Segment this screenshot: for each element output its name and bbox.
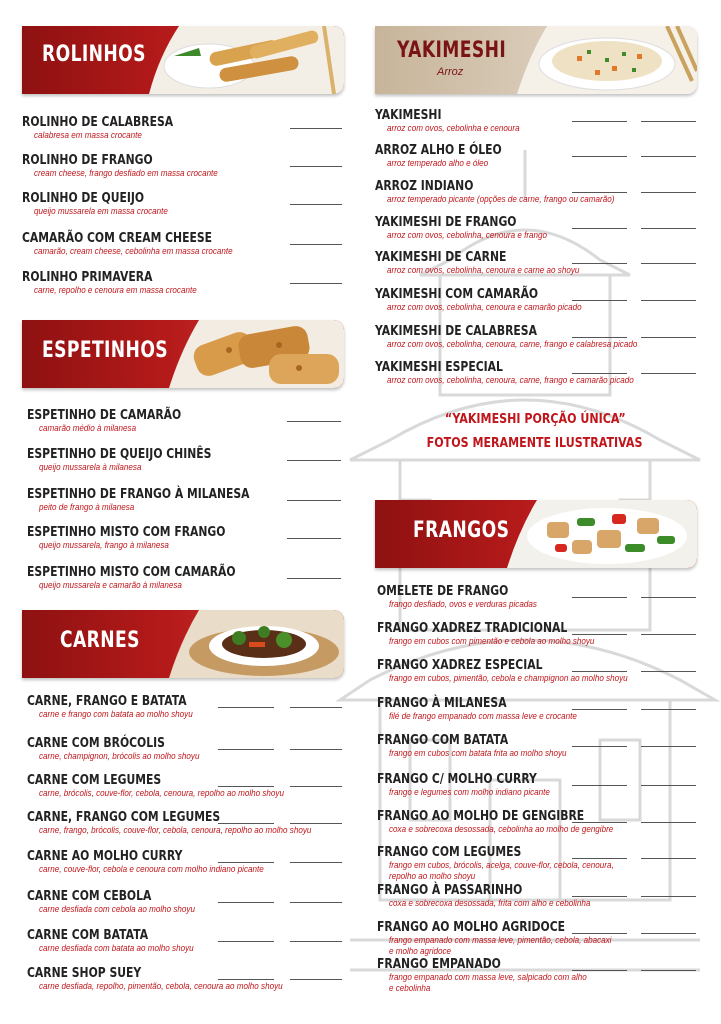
menu-item-name: CARNE COM CEBOLA	[27, 888, 152, 904]
price-blank-line	[641, 896, 696, 897]
price-blank-line	[641, 337, 696, 338]
section-title: FRANGOS	[413, 518, 510, 543]
price-blank-line	[641, 300, 696, 301]
price-blank-line	[572, 373, 627, 374]
menu-item-description: coxa e sobrecoxa desossada, cebolinha ao molho de gengibre	[389, 824, 614, 834]
menu-item	[27, 447, 258, 473]
price-blank-line	[290, 166, 342, 167]
menu-item-description-cont: repolho ao molho shoyu	[389, 871, 476, 881]
menu-item-description-cont: e cebolinha	[389, 983, 431, 993]
menu-item	[375, 108, 538, 134]
section-subtitle: Arroz	[437, 66, 464, 78]
price-blank-line	[572, 858, 627, 859]
menu-item-description-cont: e molho agridoce	[389, 946, 452, 956]
price-blank-line	[572, 263, 627, 264]
menu-item-name: ARROZ INDIANO	[375, 178, 474, 194]
price-blank-line	[287, 421, 341, 422]
menu-item	[27, 487, 305, 513]
price-blank-line	[218, 902, 274, 903]
price-blank-line	[218, 749, 274, 750]
menu-item-description: frango desfiado, ovos e verduras picadas	[389, 599, 537, 609]
spring-rolls-photo	[149, 26, 344, 94]
price-blank-line	[572, 785, 627, 786]
menu-item	[377, 772, 577, 798]
menu-item	[377, 733, 591, 759]
section-title: YAKIMESHI	[397, 38, 507, 63]
price-blank-line	[572, 192, 627, 193]
menu-item	[377, 696, 602, 722]
fried-rice-photo	[517, 26, 697, 94]
price-blank-line	[641, 373, 696, 374]
menu-item-description: camarão, cream cheese, cebolinha em massa crocante	[34, 246, 233, 256]
menu-item-description: peito de frango à milanesa	[39, 502, 135, 512]
menu-item-name: CARNE SHOP SUEY	[27, 965, 142, 981]
menu-item-name: FRANGO À MILANESA	[377, 695, 507, 711]
price-blank-line	[290, 749, 342, 750]
beef-dish-photo	[169, 610, 344, 678]
menu-item-description: arroz com ovos, cebolinha, cenoura, carne, frango e camarão picado	[387, 375, 634, 385]
section-banner-yakimeshi	[375, 26, 697, 94]
price-blank-line	[641, 933, 696, 934]
price-blank-line	[572, 671, 627, 672]
price-blank-line	[290, 707, 342, 708]
menu-item-name: YAKIMESHI DE CALABRESA	[375, 323, 537, 339]
price-blank-line	[572, 634, 627, 635]
price-blank-line	[218, 979, 274, 980]
price-blank-line	[572, 156, 627, 157]
menu-item	[377, 584, 557, 610]
menu-item-description: frango e legumes com molho indiano picante	[389, 787, 550, 797]
menu-item	[22, 270, 219, 296]
menu-item-description: arroz com ovos, cebolinha, cenoura e camarão picado	[387, 302, 582, 312]
menu-item	[27, 525, 275, 551]
menu-item-name: FRANGO AO MOLHO AGRIDOCE	[377, 919, 565, 935]
price-blank-line	[290, 862, 342, 863]
menu-item-description: arroz com ovos, cebolinha, cenoura e carne ao shoyu	[387, 265, 580, 275]
menu-item-name: ESPETINHO DE FRANGO À MILANESA	[27, 486, 250, 502]
notice-text: FOTOS MERAMENTE ILUSTRATIVAS	[427, 435, 643, 451]
menu-item-description: coxa e sobrecoxa desossada, frita com alho e cebolinha	[389, 898, 591, 908]
price-blank-line	[572, 709, 627, 710]
menu-item-description: arroz com ovos, cebolinha, cenoura, carne, frango e calabresa picado	[387, 339, 638, 349]
price-blank-line	[290, 204, 342, 205]
menu-item	[27, 889, 216, 915]
menu-item-description: arroz com ovos, cebolinha e cenoura	[387, 123, 520, 133]
menu-item-description: frango empanado com massa leve, salpicado com alho	[389, 972, 587, 982]
menu-item-name: FRANGO COM LEGUMES	[377, 844, 522, 860]
menu-item-description: frango em cubos, brócolis, acelga, couve-flor, cebola, cenoura,	[389, 860, 614, 870]
menu-item	[377, 957, 614, 994]
menu-item	[375, 250, 606, 276]
price-blank-line	[287, 538, 341, 539]
price-blank-line	[641, 634, 696, 635]
notice-text: “YAKIMESHI PORÇÃO ÚNICA”	[444, 411, 626, 427]
menu-item-name: FRANGO EMPANADO	[377, 956, 501, 972]
menu-item-name: CARNE COM BRÓCOLIS	[27, 735, 165, 751]
menu-item-name: ROLINHO DE CALABRESA	[22, 114, 174, 130]
skewers-photo	[169, 320, 344, 388]
section-banner-carnes	[22, 610, 344, 678]
menu-item-description: frango em cubos, pimentão, cebola e champignon ao molho shoyu	[389, 673, 628, 683]
menu-item-name: YAKIMESHI DE FRANGO	[375, 214, 517, 230]
price-blank-line	[641, 822, 696, 823]
menu-item-description: camarão médio à milanesa	[39, 423, 137, 433]
menu-item-name: ESPETINHO DE CAMARÃO	[27, 407, 182, 423]
menu-item	[27, 736, 221, 762]
menu-item-name: CARNE, FRANGO COM LEGUMES	[27, 809, 221, 825]
menu-item-name: CARNE AO MOLHO CURRY	[27, 848, 183, 864]
menu-item-name: CARNE COM BATATA	[27, 927, 149, 943]
chicken-dish-photo	[507, 500, 697, 568]
menu-item	[27, 408, 220, 434]
menu-item-description: carne desfiada com batata ao molho shoyu	[39, 943, 194, 953]
menu-item-description: arroz temperado picante (opções de carne, frango ou camarão)	[387, 194, 615, 204]
menu-item-name: FRANGO COM BATATA	[377, 732, 509, 748]
menu-item-description: queijo mussarela à milanesa	[39, 462, 142, 472]
menu-item-description: arroz temperado alho e óleo	[387, 158, 489, 168]
price-blank-line	[641, 671, 696, 672]
menu-item-description: calabresa em massa crocante	[34, 130, 142, 140]
price-blank-line	[290, 823, 342, 824]
menu-item-description: arroz com ovos, cebolinha, cenoura e frango	[387, 230, 547, 240]
menu-item	[375, 215, 569, 241]
menu-item	[22, 191, 186, 217]
price-blank-line	[218, 941, 274, 942]
price-blank-line	[572, 228, 627, 229]
price-blank-line	[572, 300, 627, 301]
price-blank-line	[290, 244, 342, 245]
menu-item-name: ARROZ ALHO E ÓLEO	[375, 142, 502, 158]
menu-item-description: frango empanado com massa leve, pimentão, cebola, abacaxi	[389, 935, 612, 945]
price-blank-line	[290, 786, 342, 787]
price-blank-line	[641, 709, 696, 710]
menu-item	[27, 928, 215, 954]
price-blank-line	[641, 858, 696, 859]
section-banner-rolinhos	[22, 26, 344, 94]
price-blank-line	[290, 979, 342, 980]
price-blank-line	[572, 121, 627, 122]
menu-item	[22, 153, 243, 179]
section-title: CARNES	[60, 628, 140, 653]
price-blank-line	[290, 283, 342, 284]
price-blank-line	[641, 156, 696, 157]
price-blank-line	[287, 460, 341, 461]
menu-item	[375, 143, 533, 169]
menu-item	[22, 115, 211, 141]
price-blank-line	[641, 263, 696, 264]
price-blank-line	[218, 786, 274, 787]
price-blank-line	[641, 121, 696, 122]
menu-item	[22, 231, 260, 257]
price-blank-line	[572, 597, 627, 598]
price-blank-line	[572, 337, 627, 338]
menu-item-description: carne, frango, brócolis, couve-flor, cebola, cenoura, repolho ao molho shoyu	[39, 825, 312, 835]
section-banner-frangos	[375, 500, 697, 568]
menu-item-description: filé de frango empanado com massa leve e crocante	[389, 711, 577, 721]
price-blank-line	[641, 192, 696, 193]
menu-item-name: YAKIMESHI	[375, 107, 442, 123]
price-blank-line	[287, 578, 341, 579]
menu-item-description: carne, brócolis, couve-flor, cebola, cenoura, repolho ao molho shoyu	[39, 788, 284, 798]
price-blank-line	[641, 746, 696, 747]
price-blank-line	[572, 746, 627, 747]
menu-item-name: FRANGO À PASSARINHO	[377, 882, 523, 898]
menu-item-description: queijo mussarela, frango à milanesa	[39, 540, 169, 550]
price-blank-line	[290, 941, 342, 942]
menu-item-description: carne, repolho e cenoura em massa crocante	[34, 285, 197, 295]
menu-item-name: CARNE COM LEGUMES	[27, 772, 162, 788]
price-blank-line	[641, 785, 696, 786]
price-blank-line	[572, 822, 627, 823]
menu-item-description: frango em cubos com batata frita ao molho shoyu	[389, 748, 567, 758]
menu-item-name: YAKIMESHI COM CAMARÃO	[375, 286, 539, 302]
menu-item-description: queijo mussarela e camarão à milanesa	[39, 580, 182, 590]
price-blank-line	[641, 228, 696, 229]
menu-item-name: ROLINHO PRIMAVERA	[22, 269, 153, 285]
menu-item-description: queijo mussarela em massa crocante	[34, 206, 168, 216]
menu-item	[377, 920, 642, 957]
price-blank-line	[290, 902, 342, 903]
menu-item-name: FRANGO AO MOLHO DE GENGIBRE	[377, 808, 585, 824]
menu-item-name: OMELETE DE FRANGO	[377, 583, 509, 599]
menu-item-name: YAKIMESHI ESPECIAL	[375, 359, 503, 375]
price-blank-line	[218, 862, 274, 863]
menu-item	[377, 845, 644, 882]
price-blank-line	[218, 707, 274, 708]
notice-single-portion	[380, 411, 690, 427]
section-title: ESPETINHOS	[42, 338, 169, 363]
menu-item-name: ESPETINHO MISTO COM FRANGO	[27, 524, 226, 540]
menu-item-name: ROLINHO DE FRANGO	[22, 152, 153, 168]
menu-item-description: carne, champignon, brócolis ao molho shoyu	[39, 751, 200, 761]
menu-item	[27, 694, 227, 720]
menu-item-name: FRANGO XADREZ ESPECIAL	[377, 657, 543, 673]
price-blank-line	[572, 933, 627, 934]
menu-item-description: frango em cubos com pimentão e cebola ao molho shoyu	[389, 636, 595, 646]
notice-illustrative	[380, 435, 690, 451]
menu-item-name: ROLINHO DE QUEIJO	[22, 190, 145, 206]
price-blank-line	[641, 970, 696, 971]
section-title: ROLINHOS	[42, 42, 146, 67]
price-blank-line	[572, 970, 627, 971]
price-blank-line	[290, 128, 342, 129]
price-blank-line	[641, 597, 696, 598]
menu-item-name: CARNE, FRANGO E BATATA	[27, 693, 187, 709]
menu-item-name: FRANGO XADREZ TRADICIONAL	[377, 620, 568, 636]
menu-item-name: ESPETINHO DE QUEIJO CHINÊS	[27, 446, 212, 462]
menu-item-description: carne desfiada com cebola ao molho shoyu	[39, 904, 195, 914]
menu-item-name: FRANGO C/ MOLHO CURRY	[377, 771, 537, 787]
menu-item-name: CAMARÃO COM CREAM CHEESE	[22, 230, 212, 246]
menu-item-name: YAKIMESHI DE CARNE	[375, 249, 507, 265]
menu-item-name: ESPETINHO MISTO COM CAMARÃO	[27, 564, 236, 580]
menu-item	[27, 565, 288, 591]
price-blank-line	[287, 500, 341, 501]
menu-item-description: carne desfiada, repolho, pimentão, cebola, cenoura ao molho shoyu	[39, 981, 283, 991]
price-blank-line	[218, 823, 274, 824]
menu-item-description: carne e frango com batata ao molho shoyu	[39, 709, 193, 719]
price-blank-line	[572, 896, 627, 897]
section-banner-espetinhos	[22, 320, 344, 388]
menu-item-description: cream cheese, frango desfiado em massa crocante	[34, 168, 218, 178]
menu-item-description: carne, couve-flor, cebola e cenoura com molho indiano picante	[39, 864, 264, 874]
